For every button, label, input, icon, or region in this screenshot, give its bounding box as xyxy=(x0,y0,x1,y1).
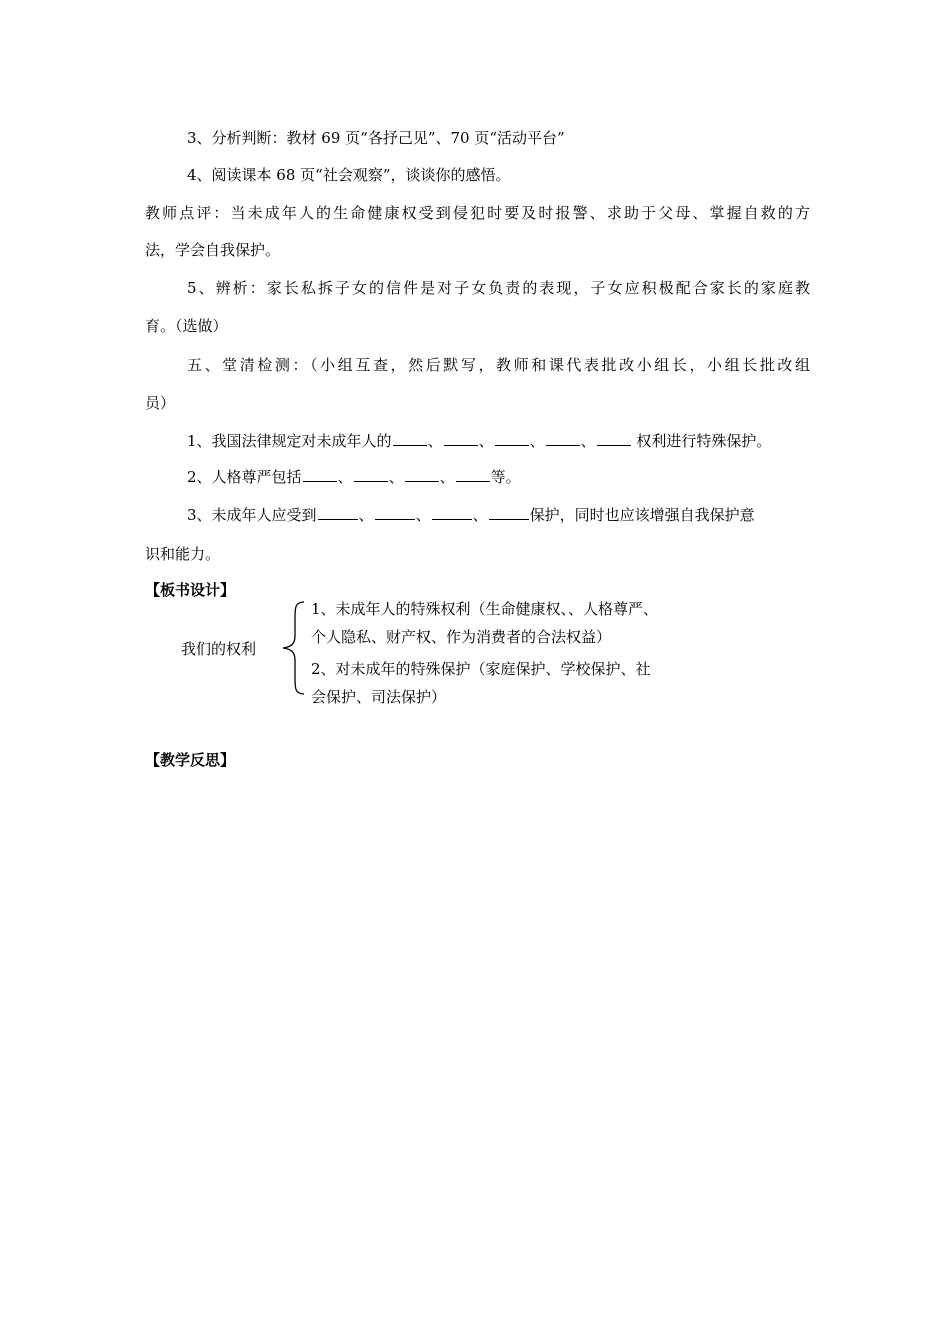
separator: 、 xyxy=(337,468,353,486)
question-2 xyxy=(187,467,810,487)
fill-blank[interactable] xyxy=(303,467,337,482)
fill-blank[interactable] xyxy=(546,431,580,446)
separator: 、 xyxy=(415,506,431,524)
separator: 、 xyxy=(388,468,404,486)
board-item-2-line-1: 2、对未成年的特殊保护（家庭保护、学校保护、社 xyxy=(311,660,651,678)
board-item-1-line-1: 1、未成年人的特殊权利（生命健康权、、人格尊严、 xyxy=(311,600,659,618)
separator: 、 xyxy=(472,506,488,524)
board-item-1-line-2: 个人隐私、财产权、作为消费者的合法权益） xyxy=(311,628,612,646)
fill-blank[interactable] xyxy=(456,467,490,482)
fill-blank[interactable] xyxy=(597,431,631,446)
fill-blank[interactable] xyxy=(495,431,529,446)
separator: 、 xyxy=(439,468,455,486)
fill-blank[interactable] xyxy=(375,505,415,520)
board-item-2-line-2: 会保护、司法保护） xyxy=(311,688,447,706)
item-3-analysis: 3、分析判断：教材 69 页“各抒己见”、70 页“活动平台” xyxy=(187,129,565,147)
separator: 、 xyxy=(427,432,443,450)
teacher-comment-line-2: 法，学会自我保护。 xyxy=(145,241,281,259)
question-3-suffix: 保护，同时也应该增强自我保护意 xyxy=(529,506,755,524)
board-root-label: 我们的权利 xyxy=(181,640,257,658)
separator: 、 xyxy=(478,432,494,450)
question-3 xyxy=(187,505,810,525)
fill-blank[interactable] xyxy=(489,505,529,520)
question-3-continuation: 识和能力。 xyxy=(145,545,221,563)
fill-blank[interactable] xyxy=(432,505,472,520)
item-4-reading: 4、阅读课本 68 页“社会观察”，谈谈你的感悟。 xyxy=(187,166,511,184)
fill-blank[interactable] xyxy=(318,505,358,520)
teacher-comment-line-1: 教师点评：当未成年人的生命健康权受到侵犯时要及时报警、求助于父母、掌握自救的方 xyxy=(145,204,810,222)
section-5-check-line-1: 五、堂清检测：（小组互查，然后默写，教师和课代表批改小组长，小组长批改组 xyxy=(187,356,810,374)
board-design-heading: 【板书设计】 xyxy=(145,581,236,599)
item-5-debate-line-1: 5、辨析：家长私拆子女的信件是对子女负责的表现，子女应积极配合家长的家庭教 xyxy=(187,279,810,297)
question-1-prefix: 1、我国法律规定对未成年人的 xyxy=(187,432,392,450)
question-1-suffix: 权利进行特殊保护。 xyxy=(631,432,772,450)
fill-blank[interactable] xyxy=(393,431,427,446)
separator: 、 xyxy=(529,432,545,450)
question-3-prefix: 3、未成年人应受到 xyxy=(187,506,317,524)
fill-blank[interactable] xyxy=(444,431,478,446)
question-1 xyxy=(187,431,810,451)
fill-blank[interactable] xyxy=(405,467,439,482)
question-2-prefix: 2、人格尊严包括 xyxy=(187,468,302,486)
question-2-suffix: 等。 xyxy=(490,468,521,486)
section-5-check-line-2: 员） xyxy=(145,394,176,412)
fill-blank[interactable] xyxy=(354,467,388,482)
separator: 、 xyxy=(580,432,596,450)
separator: 、 xyxy=(358,506,374,524)
item-5-debate-line-2: 育。（选做） xyxy=(145,317,228,335)
curly-brace-icon xyxy=(278,600,308,696)
teaching-reflection-heading: 【教学反思】 xyxy=(145,751,236,769)
